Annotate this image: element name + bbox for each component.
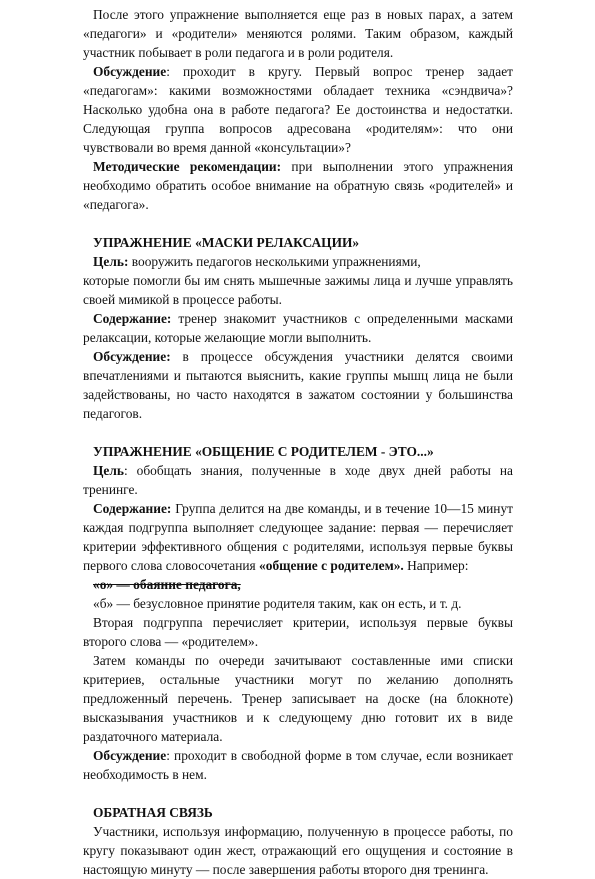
content-text: тренер знакомит участников с определенными масками релаксации, которые желающие могли выполнить. [83,311,513,345]
document-page [83,5,513,879]
discussion-text: : проходит в свободной форме в том случае, если возникает необходимость в нем. [83,748,513,782]
communication-content [83,499,513,575]
example-strikethrough: «о» — обаяние педагога, [93,577,241,592]
heading-feedback: ОБРАТНАЯ СВЯЗЬ [93,805,213,820]
relaxation-goal [83,252,513,271]
communication-second-group: Вторая подгруппа перечисляет критерии, используя первые буквы второго слова — «родителем». [83,615,513,649]
communication-discussion [83,746,513,784]
relaxation-content [83,309,513,347]
goal-label: Цель [93,463,124,478]
relaxation-goal-continued: которые помогли бы им снять мышечные зажимы лица и лучше управлять своей мимикой в процессе работы. [83,273,513,307]
spacer [83,784,513,803]
method-text: при выполнении этого упражнения необходимо обратить особое внимание на обратную связь «родителей» и «педагога». [83,159,513,212]
goal-text: : обобщать знания, полученные в ходе двух дней работы на тренинге. [83,463,513,497]
spacer [83,214,513,233]
paragraph-role-swap: После этого упражнение выполняется еще раз в новых парах, а затем «педагоги» и «родители» меняются ролями. Таким образом, каждый участник побывает в роли педагога и в роли родителя. [83,7,513,60]
discussion-label: Обсуждение [93,64,167,79]
discussion-text: в процессе обсуждения участники делятся своими впечатлениями и пытаются выяснить, какие группы мышц лица не были задействованы, но часто находятся в зажатом состоянии у большинства педагогов. [83,349,513,421]
spacer [83,423,513,442]
goal-text: вооружить педагогов несколькими упражнениями, [128,254,421,269]
relaxation-discussion [83,347,513,423]
content-phrase: «общение с родителем». [259,558,404,573]
paragraph-discussion-sandwich [83,62,513,157]
discussion-text: : проходит в кругу. Первый вопрос тренер задает «педагогам»: какими возможностями обладает техника «сэндвича»? Насколько удобна она в работе педагога? Ее достоинства и недостатки. Следующая группа вопросов адресована «родителям»: что они чувствовали во время данной «консультации»? [83,64,513,155]
goal-label: Цель: [93,254,129,269]
communication-goal [83,461,513,499]
heading-relaxation-masks: УПРАЖНЕНИЕ «МАСКИ РЕЛАКСАЦИИ» [93,235,360,250]
content-tail: Например: [403,558,469,573]
communication-then: Затем команды по очереди зачитывают составленные ими списки критериев, остальные участники могут по желанию дополнять предложенный перечень. Тренер записывает на доске (на блокноте) высказывания участников и к следующему дню готовит их в виде раздаточного материала. [83,653,513,744]
content-label: Содержание: [93,311,172,326]
heading-communication-with-parent: УПРАЖНЕНИЕ «ОБЩЕНИЕ С РОДИТЕЛЕМ - ЭТО...» [93,444,434,459]
discussion-label: Обсуждение: [93,349,171,364]
example-item-2: «б» — безусловное принятие родителя таким, как он есть, и т. д. [93,596,462,611]
paragraph-method-recommendations [83,157,513,214]
discussion-label: Обсуждение [93,748,167,763]
content-text: Группа делится на две команды, и в течение 10—15 минут каждая подгруппа выполняет следующее задание: первая — перечисляет критерии эффективного общения с родителями, используя первые буквы первого слова словосочетания [83,501,513,573]
content-label: Содержание: [93,501,172,516]
feedback-text: Участники, используя информацию, полученную в процессе работы, по кругу показывают один жест, отражающий его ощущения и состояние в настоящую минуту — после завершения работы второго дня тренинга. [83,824,513,877]
method-label: Методические рекомендации: [93,159,282,174]
example-item-1 [83,575,513,594]
